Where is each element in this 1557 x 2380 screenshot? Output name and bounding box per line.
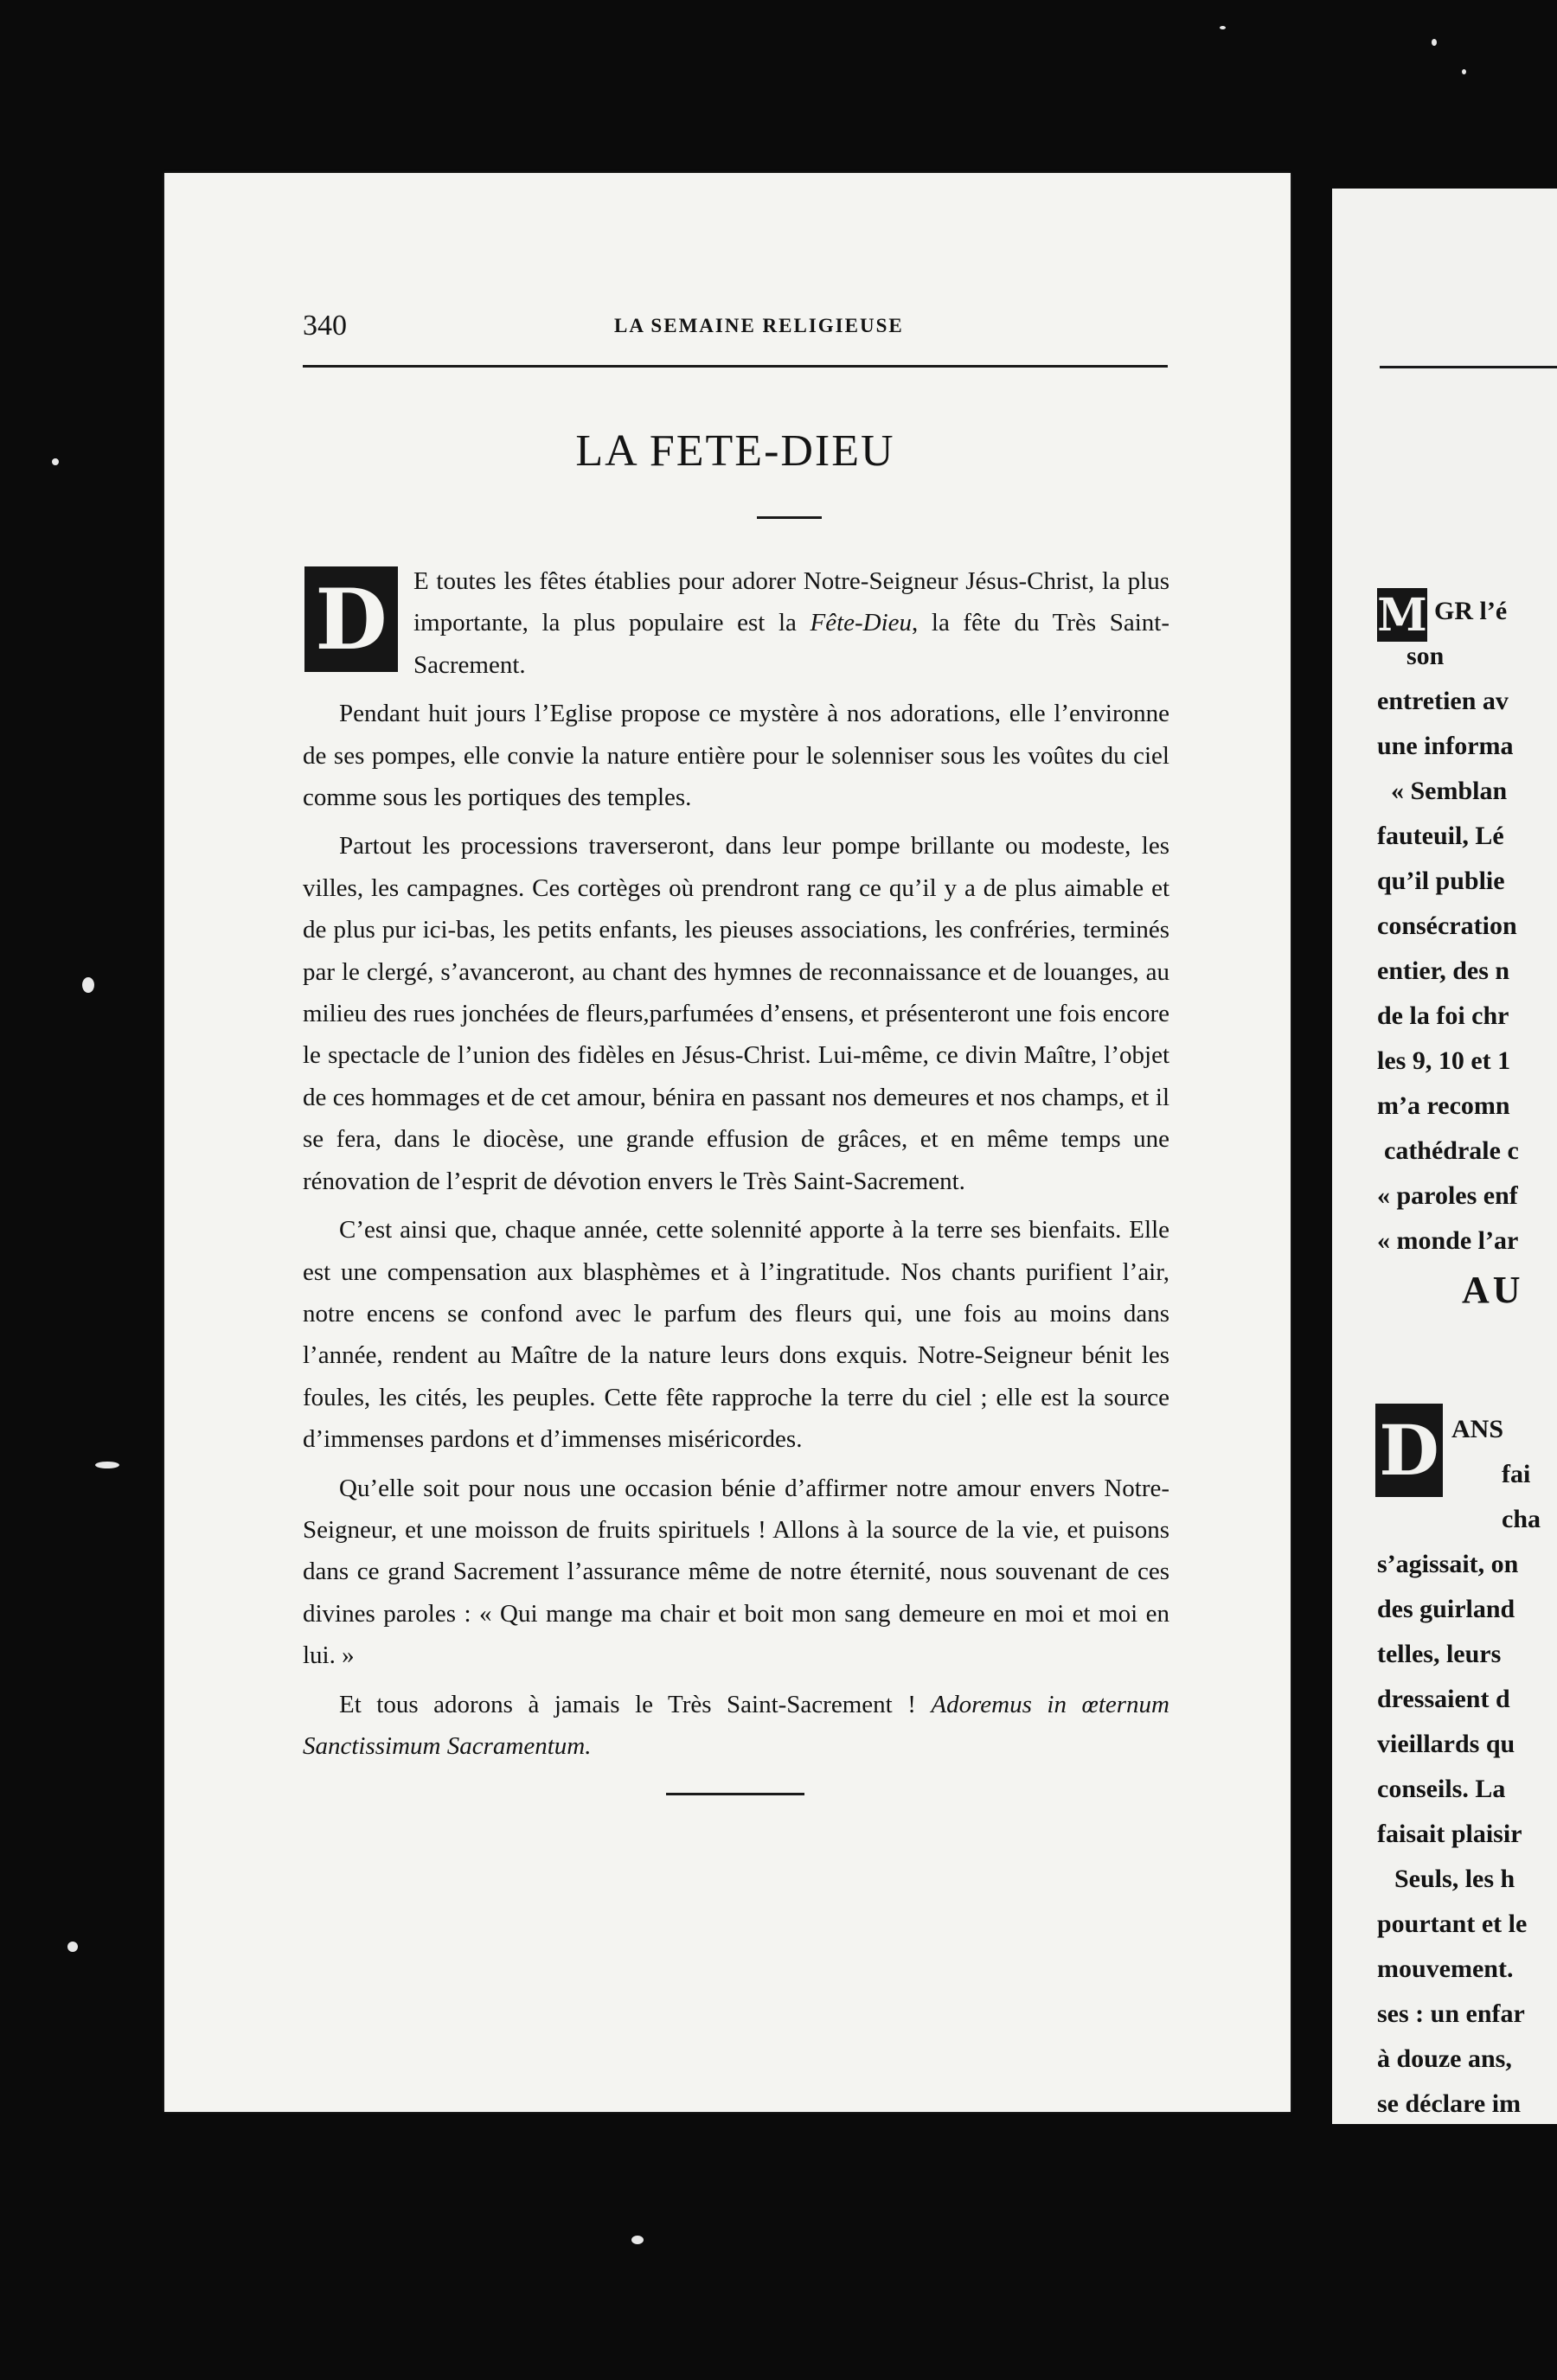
paragraph-1 [303, 560, 1169, 686]
next-page-line: fai [1502, 1460, 1531, 1488]
next-page-line: entier, des n [1377, 956, 1510, 985]
next-page-line: dressaient d [1377, 1685, 1510, 1713]
scan-speck [1432, 39, 1437, 46]
next-page-line: cha [1502, 1505, 1541, 1533]
next-page-line: vieillards qu [1377, 1730, 1515, 1758]
header-divider [303, 365, 1168, 368]
scan-speck [631, 2236, 644, 2244]
next-page-fragment [1332, 189, 1557, 2124]
next-page-line: « Semblan [1391, 777, 1508, 805]
paragraph-1-text: E toutes les fêtes établies pour adorer Notre-Seigneur Jésus-Christ, la plus importante, la plus populaire est la [413, 567, 1169, 637]
next-page-line: faisait plaisir [1377, 1820, 1522, 1848]
article-end-rule [666, 1793, 804, 1795]
next-page-heading: AU [1462, 1269, 1524, 1311]
next-page-line: conseils. La [1377, 1775, 1506, 1803]
next-page-dropcap-1: M [1377, 588, 1427, 642]
next-page-dropcap-2: D [1375, 1404, 1443, 1497]
running-head [303, 310, 1168, 344]
scan-speck [82, 977, 94, 993]
scan-speck [95, 1462, 119, 1468]
next-page-line: fauteuil, Lé [1377, 822, 1504, 850]
next-page-line: cathédrale c [1384, 1136, 1519, 1165]
title-divider [757, 516, 822, 519]
next-page-divider [1380, 366, 1557, 368]
next-page-line: consécration [1377, 912, 1517, 940]
next-page-line: ANS [1451, 1415, 1504, 1443]
next-page-line: Seuls, les h [1394, 1865, 1515, 1893]
running-title: LA SEMAINE RELIGIEUSE [614, 315, 904, 336]
next-page-line: les 9, 10 et 1 [1377, 1046, 1511, 1075]
scan-speck [1220, 26, 1226, 29]
next-page-line: se déclare im [1377, 2089, 1522, 2118]
paragraph-3: Partout les processions traverseront, dans leur pompe brillante ou modeste, les villes, les campagnes. Ces cortèges où prendront rang ce qu’il y a de plus aimable et de plus pur ici-bas, les petits enfants, les pieuses associations, les confréries, terminés par le clergé, s’avanceront, au chant des hymnes de reconnaissance et de louanges, au milieu des rues jonchées de fleurs,parfumées d’ensens, et présenteront une fois encore le spectacle de l’union des fidèles en Jésus-Christ. Lui-même, ce divin Maître, l’objet de ces hommages et de cet amour, bénira en passant nos demeures et nos champs, et il se fera, dans le diocèse, une grande effusion de grâces, et en même temps une rénovation de l’esprit de dévotion envers le Très Saint-Sacrement. [303, 832, 1169, 1195]
paragraph-1-end: , la fête du Très Saint-Sacrement. [413, 609, 1169, 679]
paragraph-2: Pendant huit jours l’Eglise propose ce mystère à nos adorations, elle l’environne de ses pompes, elle convie la nature entière pour le solenniser sous les voûtes du ciel comme sous les portiques des temples. [303, 700, 1169, 812]
next-page-line: une informa [1377, 732, 1514, 760]
paragraph-6 [303, 1684, 1169, 1768]
next-page-line: ses : un enfar [1377, 1999, 1525, 2028]
next-page-line: à douze ans, [1377, 2044, 1512, 2073]
next-page-line: entretien av [1377, 687, 1509, 715]
scan-speck [1462, 69, 1466, 74]
article-body [303, 560, 1169, 1774]
scan-speck [52, 458, 59, 465]
paragraph-6-italic: Adoremus in œternum Sanctissimum Sacramentum. [303, 1690, 1169, 1760]
paragraph-6-text: Et tous adorons à jamais le Très Saint-Sacrement ! [339, 1690, 932, 1718]
paragraph-5: Qu’elle soit pour nous une occasion bénie d’affirmer notre amour envers Notre-Seigneur, et une moisson de fruits spirituels ! Allons à la source de la vie, et puisons dans ce grand Sacrement l’assurance même de notre éternité, nous souvenant de ces divines paroles : « Qui mange ma chair et boit mon sang demeure en moi et moi en lui. » [303, 1474, 1169, 1670]
next-page-line: mouvement. [1377, 1955, 1514, 1983]
next-page-line: m’a recomn [1377, 1091, 1510, 1120]
next-page-line: qu’il publie [1377, 867, 1505, 895]
next-page-line: pourtant et le [1377, 1910, 1528, 1938]
next-page-line: GR l’é [1434, 597, 1508, 625]
next-page-line: telles, leurs [1377, 1640, 1502, 1668]
paragraph-4: C’est ainsi que, chaque année, cette solennité apporte à la terre ses bienfaits. Elle est une compensation aux blasphèmes et à l’ingratitude. Nos chants purifient l’air, notre encens se confond avec le parfum des fleurs qui, une fois au moins dans l’année, rendent au Maître de la nature leurs dons exquis. Notre-Seigneur bénit les foules, les cités, les peuples. Cette fête rapproche la terre du ciel ; elle est la source d’immenses pardons et d’immenses miséricordes. [303, 1216, 1169, 1454]
next-page-line: des guirland [1377, 1595, 1515, 1623]
next-page-line: « monde l’ar [1377, 1226, 1519, 1255]
next-page-line: de la foi chr [1377, 1001, 1509, 1030]
next-page-line: son [1406, 642, 1445, 670]
paragraph-1-italic: Fête-Dieu [810, 609, 913, 637]
dropcap-letter: D [315, 570, 388, 669]
scan-speck [67, 1942, 78, 1952]
next-page-line: « paroles enf [1377, 1181, 1518, 1210]
document-page [164, 173, 1291, 2112]
article-title: LA FETE-DIEU [575, 426, 895, 476]
next-page-line: s’agissait, on [1377, 1550, 1519, 1578]
page-number: 340 [303, 310, 347, 342]
